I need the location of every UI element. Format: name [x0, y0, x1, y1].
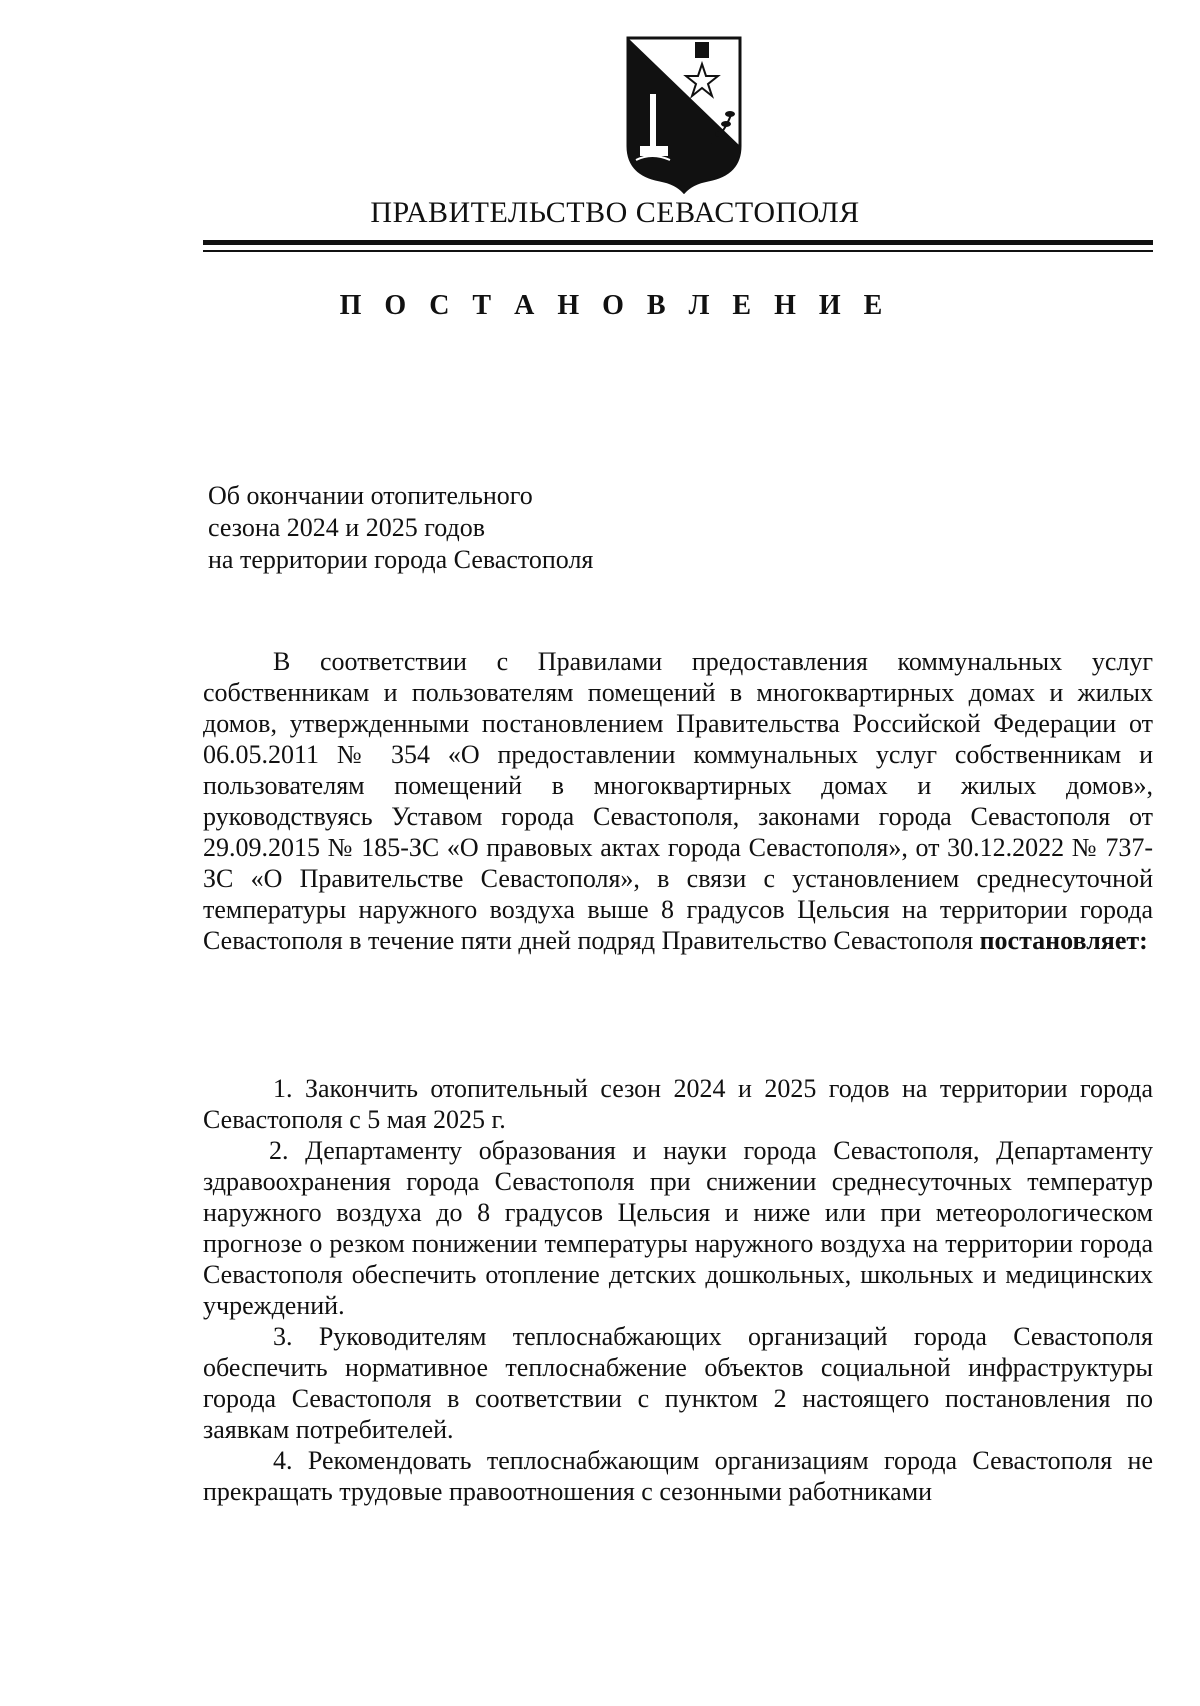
header-divider-thick — [203, 240, 1153, 245]
preamble-text: В соответствии с Правилами предоставления коммунальных услуг собственникам и пользователям помещений в многоквартирных домах и жилых домов, утвержденными постановлением Правительства Российской Федерации от 06.05.2011 № 354 «О предоставлении коммунальных услуг собственникам и пользователям помещений в многоквартирных домах и жилых домов», руководствуясь Уставом города Севастополя, законами города Севастополя от 29.09.2015 № 185-ЗС «О правовых актах города Севастополя», от 30.12.2022 № 737-ЗС «О Правительстве Севастополя», в связи с установлением среднесуточной температуры наружного воздуха выше 8 градусов Цельсия на территории города Севастополя в течение пяти дней подряд Правительство Севастополя — [203, 647, 1153, 955]
subject-line-1: Об окончании отопительного — [208, 481, 533, 510]
item-4: 4. Рекомендовать теплоснабжающим организациям города Севастополя не прекращать трудовые правоотношения с сезонными работниками — [203, 1446, 1153, 1506]
government-name: ПРАВИТЕЛЬСТВО СЕВАСТОПОЛЯ — [370, 196, 860, 229]
item-2: 2. Департаменту образования и науки города Севастополя, Департаменту здравоохранения города Севастополя при снижении среднесуточных температур наружного воздуха до 8 градусов Цельсия и ниже или при метеорологическом прогнозе о резком понижении температуры наружного воздуха на территории города Севастополя обеспечить отопление детских дошкольных, школьных и медицинских учреждений. — [203, 1136, 1153, 1320]
coat-of-arms-icon — [622, 34, 746, 194]
header-divider-thin — [203, 250, 1153, 252]
subject-line-2: сезона 2024 и 2025 годов — [208, 513, 485, 542]
resolves-keyword: постановляет: — [979, 926, 1148, 955]
document-subject — [208, 480, 593, 576]
preamble — [203, 646, 1153, 956]
document-type-title: П О С Т А Н О В Л Е Н И Е — [339, 290, 891, 321]
item-1: 1. Закончить отопительный сезон 2024 и 2025 годов на территории города Севастополя с 5 мая 2025 г. — [203, 1074, 1153, 1134]
subject-line-3: на территории города Севастополя — [208, 545, 594, 574]
item-3: 3. Руководителям теплоснабжающих организаций города Севастополя обеспечить нормативное теплоснабжение объектов социальной инфраструктуры города Севастополя в соответствии с пунктом 2 настоящего постановления по заявкам потребителей. — [203, 1322, 1153, 1444]
resolution-items — [203, 1073, 1153, 1507]
preamble-paragraph — [203, 646, 1153, 956]
